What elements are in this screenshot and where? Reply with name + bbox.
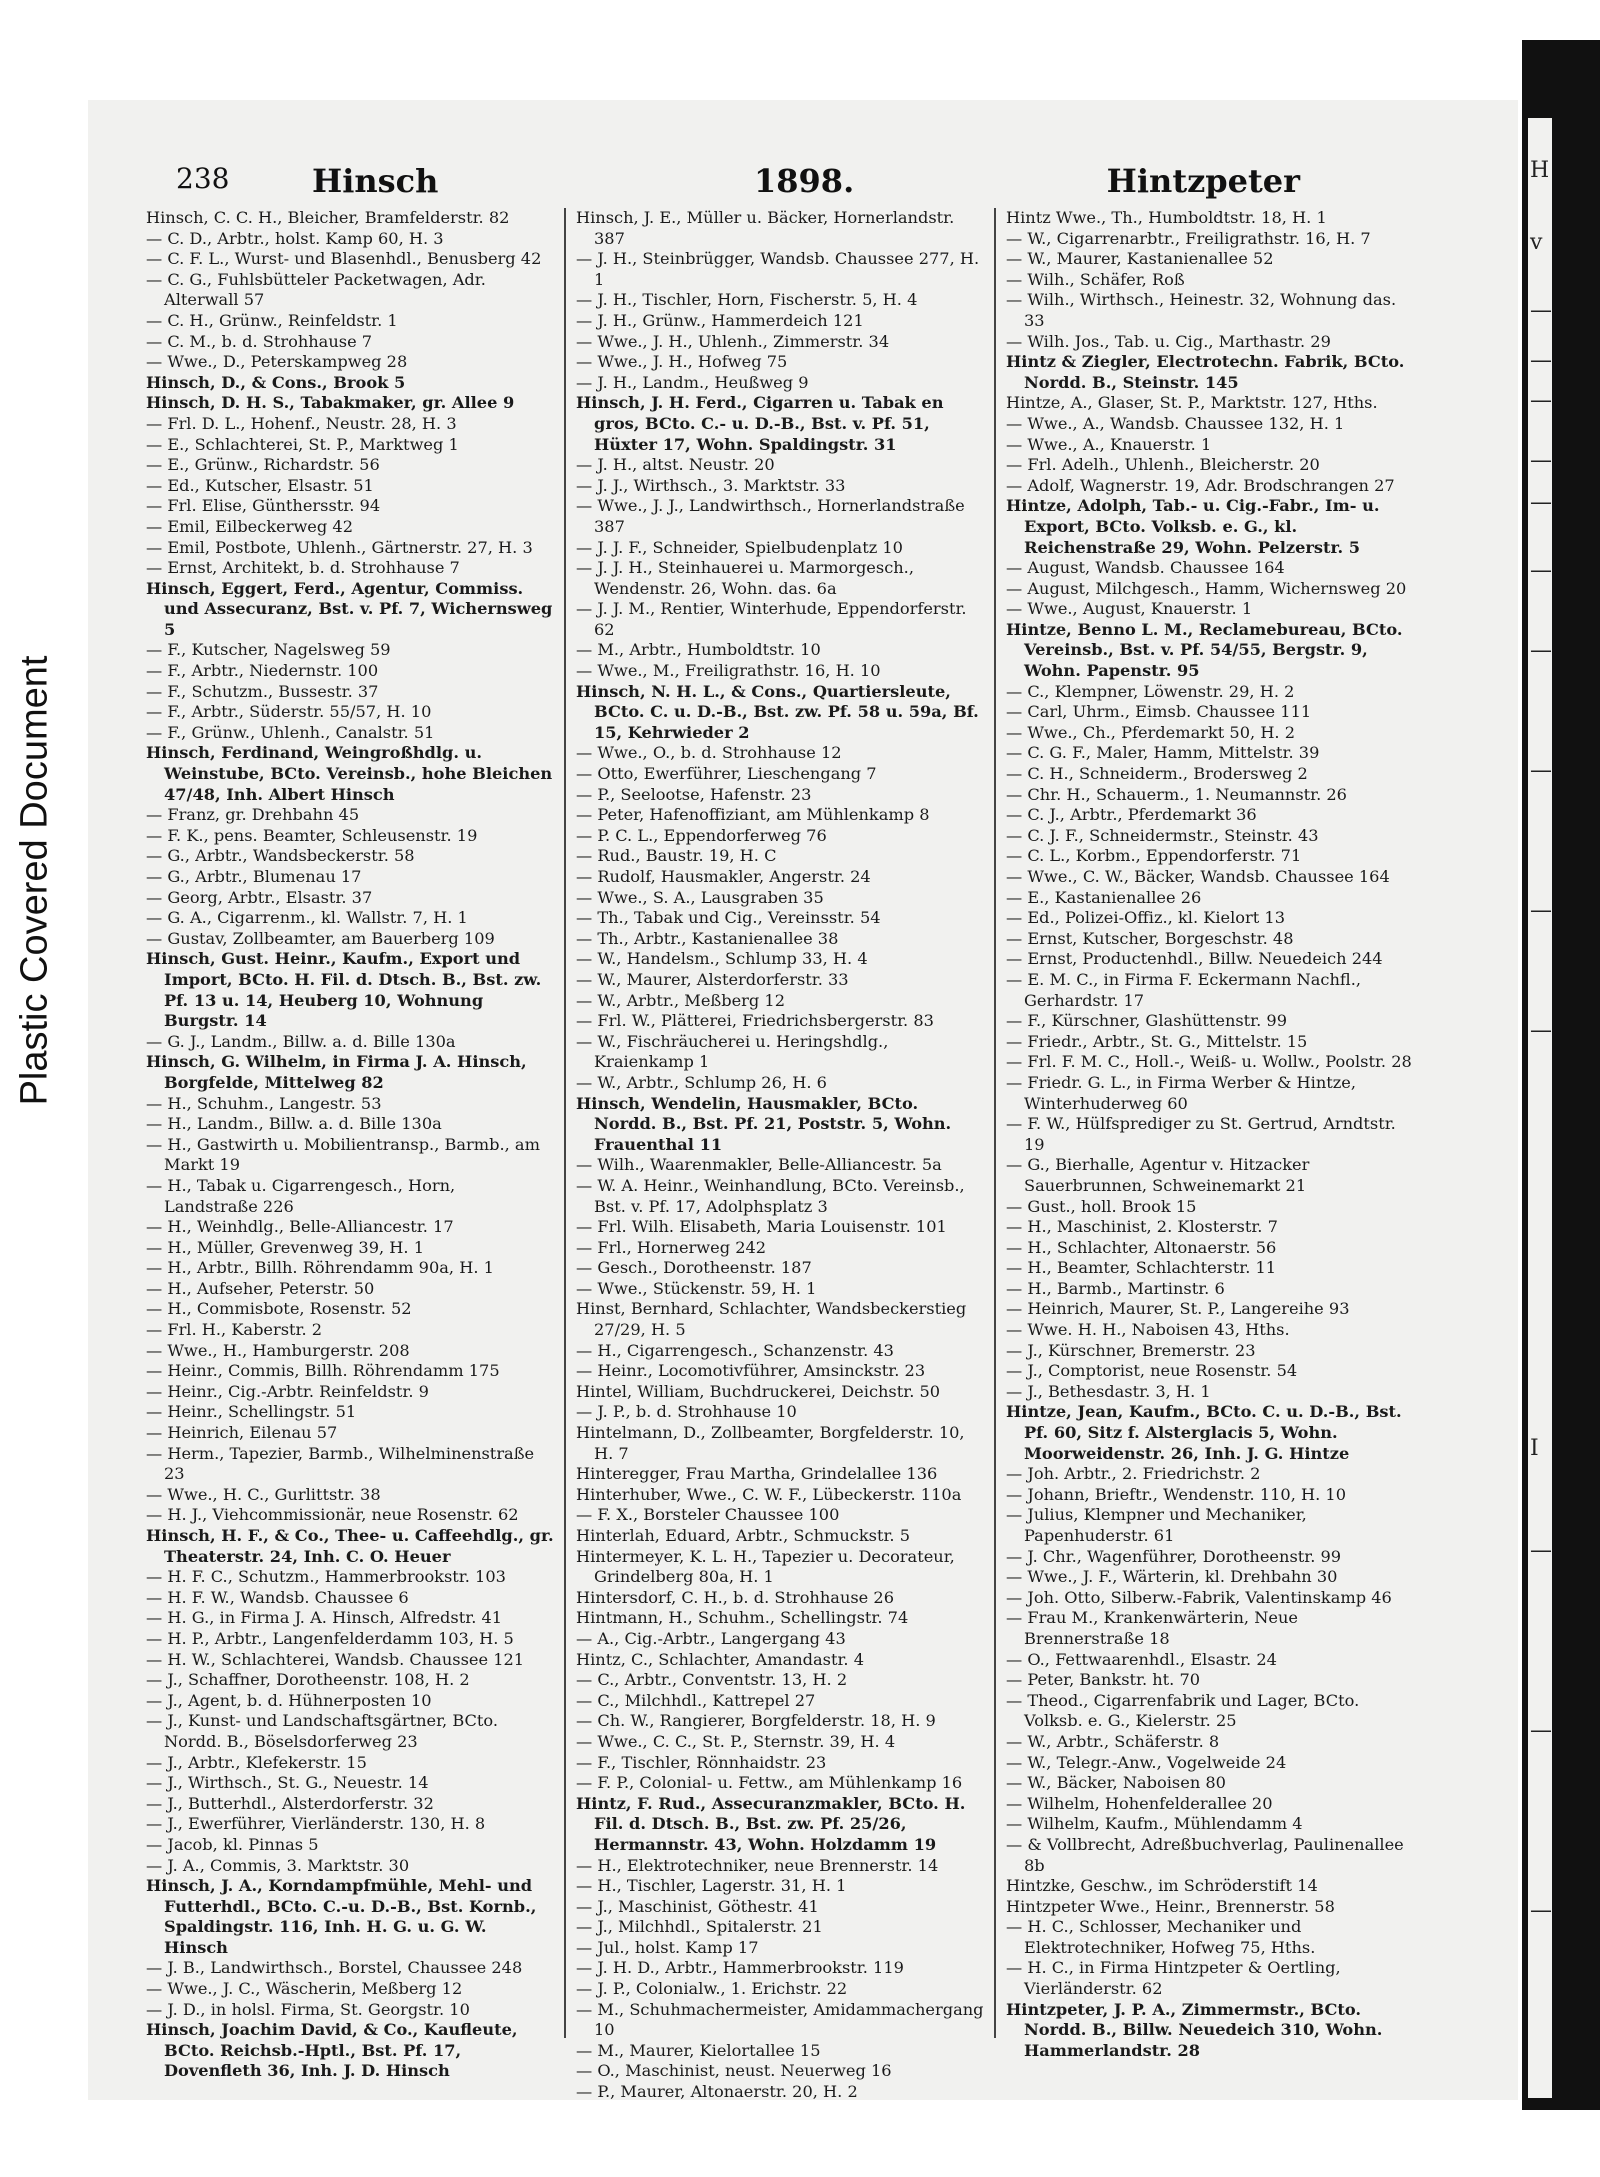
directory-entry: — Peter, Bankstr. ht. 70 [1006,1670,1201,1690]
directory-entry: — H. C., Schlosser, Mechaniker und Elektrotechniker, Hofweg 75, Hths. [1006,1917,1316,1957]
directory-entry: Hintermeyer, K. L. H., Tapezier u. Decorateur, Grindelberg 80a, H. 1 [576,1546,955,1587]
directory-entry: — J. H., Landm., Heußweg 9 [576,372,809,392]
directory-entry: — Wwe., J. C., Wäscherin, Meßberg 12 [146,1979,463,1999]
adjacent-page-fragment: — [1530,348,1552,373]
adjacent-page-fragment: — [1530,1538,1552,1563]
directory-entry: — Gust., holl. Brook 15 [1006,1196,1197,1216]
directory-entry: — F., Grünw., Uhlenh., Canalstr. 51 [146,722,435,742]
adjacent-page-fragment: I [1530,1436,1539,1461]
directory-entry: — H. F. W., Wandsb. Chaussee 6 [146,1587,409,1607]
directory-entry: — E., Grünw., Richardstr. 56 [146,455,380,475]
directory-entry: — Wilh., Waarenmakler, Belle-Alliancestr. 5a [576,1155,942,1175]
directory-entry: — J. H., Tischler, Horn, Fischerstr. 5, H. 4 [576,290,918,310]
directory-entry: — F. K., pens. Beamter, Schleusenstr. 19 [146,825,478,845]
adjacent-page-fragment: — [1530,638,1552,663]
directory-entry: — Wwe., Ch., Pferdemarkt 50, H. 2 [1006,722,1296,742]
directory-entry: — Gesch., Dorotheenstr. 187 [576,1258,812,1278]
directory-entry: Hintze, Jean, Kaufm., BCto. C. u. D.-B., Bst. Pf. 60, Sitz f. Alsterglacis 5, Wohn. Moorweidenstr. 26, Inh. J. G. Hintze [1006,1402,1402,1463]
directory-entry: — H., Müller, Grevenweg 39, H. 1 [146,1237,425,1257]
directory-entry: — C. D., Arbtr., holst. Kamp 60, H. 3 [146,228,444,248]
directory-entry: — C. H., Schneiderm., Brodersweg 2 [1006,764,1308,784]
directory-entry: — C. H., Grünw., Reinfeldstr. 1 [146,310,398,330]
directory-entry: — Theod., Cigarrenfabrik und Lager, BCto. Volksb. e. G., Kielerstr. 25 [1006,1690,1360,1731]
directory-entry: — G., Arbtr., Wandsbeckerstr. 58 [146,846,415,866]
directory-entry: — Frl. D. L., Hohenf., Neustr. 28, H. 3 [146,413,457,433]
directory-entry: — C. L., Korbm., Eppendorferstr. 71 [1006,846,1302,866]
directory-entry: — Peter, Hafenoffiziant, am Mühlenkamp 8 [576,805,930,825]
directory-entry: — F. W., Hülfsprediger zu St. Gertrud, Arndtstr. 19 [1006,1114,1396,1154]
directory-entry: Hintzpeter, J. P. A., Zimmermstr., BCto. Nordd. B., Billw. Neuedeich 310, Wohn. Hammerlandstr. 28 [1006,1999,1383,2060]
directory-entry: — Wwe., O., b. d. Strohhause 12 [576,743,842,763]
directory-entry: Hinteregger, Frau Martha, Grindelallee 136 [576,1464,938,1484]
directory-entry: — J. P., Colonialw., 1. Erichstr. 22 [576,1979,848,1999]
directory-entry: — H. G., in Firma J. A. Hinsch, Alfredstr. 41 [146,1608,503,1628]
directory-entry: — Emil, Postbote, Uhlenh., Gärtnerstr. 27, H. 3 [146,537,533,557]
directory-entry: — Herm., Tapezier, Barmb., Wilhelminenstraße 23 [146,1443,535,1484]
directory-entry: — F. P., Colonial- u. Fettw., am Mühlenkamp 16 [576,1773,963,1793]
directory-entry: — O., Fettwaarenhdl., Elsastr. 24 [1006,1649,1277,1669]
directory-entry: — W., Telegr.-Anw., Vogelweide 24 [1006,1752,1287,1772]
directory-entry: — H., Elektrotechniker, neue Brennerstr. 14 [576,1855,939,1875]
directory-entry: — H., Cigarrengesch., Schanzenstr. 43 [576,1340,894,1360]
page-year: 1898. [754,162,855,200]
directory-entry: — Adolf, Wagnerstr. 19, Adr. Brodschrangen 27 [1006,475,1395,495]
page-number: 238 [176,162,230,195]
adjacent-page-fragment: — [1530,1718,1552,1743]
directory-entry: — E., Schlachterei, St. P., Marktweg 1 [146,434,459,454]
directory-entry: — F., Tischler, Rönnhaidstr. 23 [576,1752,827,1772]
directory-entry: — H. C., in Firma Hintzpeter & Oertling, Vierländerstr. 62 [1006,1958,1341,1999]
directory-entry: Hinsch, J. A., Korndampfmühle, Mehl- und Futterhdl., BCto. C.-u. D.-B., Bst. Kornb., Spaldingstr. 116, Inh. H. G. u. G. W. Hinsch [146,1876,537,1957]
directory-entry: — W., Maurer, Kastanienallee 52 [1006,249,1274,269]
directory-entry: — Wilh., Wirthsch., Heinestr. 32, Wohnung das. 33 [1006,290,1397,330]
directory-entry: — C., Arbtr., Conventstr. 13, H. 2 [576,1670,848,1690]
adjacent-page-fragment: — [1530,490,1552,515]
directory-entry: — F., Schutzm., Bussestr. 37 [146,681,379,701]
directory-entry: — Frl. H., Kaberstr. 2 [146,1320,323,1340]
adjacent-page-fragment: — [1530,758,1552,783]
directory-entry: Hinsch, Eggert, Ferd., Agentur, Commiss. und Assecuranz, Bst. v. Pf. 7, Wichernsweg 5 [146,578,553,639]
directory-entry: — G. J., Landm., Billw. a. d. Bille 130a [146,1031,456,1051]
directory-entry: — H., Maschinist, 2. Klosterstr. 7 [1006,1217,1278,1237]
directory-entry: — C. J., Arbtr., Pferdemarkt 36 [1006,805,1257,825]
directory-entry: — Heinrich, Maurer, St. P., Langereihe 93 [1006,1299,1350,1319]
directory-entry: — Otto, Ewerführer, Lieschengang 7 [576,764,877,784]
directory-entry: — J., Milchhdl., Spitalerstr. 21 [576,1917,823,1937]
directory-entry: — Gustav, Zollbeamter, am Bauerberg 109 [146,928,495,948]
adjacent-page-fragment: H [1530,158,1550,183]
directory-entry: — O., Maschinist, neust. Neuerweg 16 [576,2061,892,2081]
directory-entry: — F., Arbtr., Süderstr. 55/57, H. 10 [146,702,432,722]
directory-entry: Hinsch, N. H. L., & Cons., Quartiersleute, BCto. C. u. D.-B., Bst. zw. Pf. 58 u. 59a, Bf. 15, Kehrwieder 2 [576,681,979,742]
directory-entry: — Wilh. Jos., Tab. u. Cig., Marthastr. 29 [1006,331,1331,351]
directory-entry: — J., Kürschner, Bremerstr. 23 [1006,1340,1256,1360]
directory-entry: — Frau M., Krankenwärterin, Neue Brennerstraße 18 [1006,1608,1298,1648]
directory-entry: Hintze, Benno L. M., Reclamebureau, BCto. Vereinsb., Bst. v. Pf. 54/55, Bergstr. 9, Wohn. Papenstr. 95 [1006,619,1403,681]
directory-entry: — J., Kunst- und Landschaftsgärtner, BCto. Nordd. B., Böselsdorferweg 23 [146,1711,499,1751]
directory-entry: — W., Cigarrenarbtr., Freiligrathstr. 16, H. 7 [1006,228,1371,248]
directory-entry: — Wwe., C. W., Bäcker, Wandsb. Chaussee 164 [1006,867,1390,886]
directory-column-3 [1006,208,1414,2060]
directory-entry: Hintelmann, D., Zollbeamter, Borgfelderstr. 10, H. 7 [576,1423,965,1463]
directory-entry: — F. X., Borsteler Chaussee 100 [576,1505,840,1525]
directory-column-2 [576,208,984,2102]
directory-entry: — Wwe., J. J., Landwirthsch., Hornerlandstraße 387 [576,496,965,536]
directory-entry: — August, Milchgesch., Hamm, Wichernsweg 20 [1006,578,1407,598]
directory-entry: — W., Arbtr., Schlump 26, H. 6 [576,1072,827,1092]
adjacent-page-fragment: — [1530,448,1552,473]
directory-entry: — H. W., Schlachterei, Wandsb. Chaussee 121 [146,1649,525,1669]
directory-entry: — Frl., Hornerweg 242 [576,1237,767,1257]
directory-entry: Hintel, William, Buchdruckerei, Deichstr. 50 [576,1381,941,1401]
directory-entry: — H. J., Viehcommissionär, neue Rosenstr. 62 [146,1505,519,1525]
directory-entry: — C. J. F., Schneidermstr., Steinstr. 43 [1006,825,1319,845]
directory-entry: — Chr. H., Schauerm., 1. Neumannstr. 26 [1006,784,1347,804]
directory-entry: — F., Kürschner, Glashüttenstr. 99 [1006,1011,1288,1031]
directory-entry: — Ch. W., Rangierer, Borgfelderstr. 18, H. 9 [576,1711,936,1731]
directory-entry: — J. H., altst. Neustr. 20 [576,455,775,475]
directory-entry: Hinsch, H. F., & Co., Thee- u. Caffeehdlg., gr. Theaterstr. 24, Inh. C. O. Heuer [146,1526,554,1566]
directory-entry: — Ed., Polizei-Offiz., kl. Kielort 13 [1006,908,1285,928]
directory-entry: Hintzpeter Wwe., Heinr., Brennerstr. 58 [1006,1896,1335,1916]
directory-entry: — J. J. F., Schneider, Spielbudenplatz 10 [576,537,903,557]
column-divider [994,208,996,2038]
directory-entry: — Frl. W., Plätterei, Friedrichsbergerstr. 83 [576,1011,934,1031]
directory-entry: — Ed., Kutscher, Elsastr. 51 [146,475,374,495]
directory-entry: Hinsch, Wendelin, Hausmakler, BCto. Nordd. B., Bst. Pf. 21, Poststr. 5, Wohn. Frauenthal 11 [576,1093,952,1154]
directory-entry: — P., Maurer, Altonaerstr. 20, H. 2 [576,2082,858,2102]
directory-entry: — H., Weinhdlg., Belle-Alliancestr. 17 [146,1217,454,1237]
directory-entry: — P. C. L., Eppendorferweg 76 [576,825,827,845]
side-label-text: Plastic Covered Document [13,655,56,1105]
directory-entry: — J., Arbtr., Klefekerstr. 15 [146,1752,367,1772]
directory-entry: — F., Arbtr., Niedernstr. 100 [146,661,379,681]
directory-entry: — C. G., Fuhlsbütteler Packetwagen, Adr. Alterwall 57 [146,269,486,310]
directory-entry: Hinsch, Ferdinand, Weingroßhdlg. u. Weinstube, BCto. Vereinsb., hohe Bleichen 47/48, Inh. Albert Hinsch [146,743,553,804]
directory-entry: — Wwe., D., Peterskampweg 28 [146,352,408,372]
directory-entry: Hinst, Bernhard, Schlachter, Wandsbeckerstieg 27/29, H. 5 [576,1299,967,1340]
directory-entry: — Wwe., August, Knauerstr. 1 [1006,599,1253,619]
directory-entry: — J., Schaffner, Dorotheenstr. 108, H. 2 [146,1670,470,1690]
directory-entry: Hinsch, J. E., Müller u. Bäcker, Hornerlandstr. 387 [576,208,955,248]
directory-entry: — Wwe., H., Hamburgerstr. 208 [146,1340,410,1360]
directory-entry: Hintzke, Geschw., im Schröderstift 14 [1006,1876,1318,1896]
directory-entry: — Julius, Klempner und Mechaniker, Papenhuderstr. 61 [1006,1505,1307,1545]
directory-entry: — J. J. H., Steinhauerei u. Marmorgesch., Wendenstr. 26, Wohn. das. 6a [576,558,914,598]
directory-entry: — Heinr., Locomotivführer, Amsinckstr. 23 [576,1361,926,1381]
directory-entry: — Heinr., Schellingstr. 51 [146,1402,357,1422]
directory-entry: — J. D., in holsl. Firma, St. Georgstr. 10 [146,1999,470,2019]
directory-entry: Hinsch, G. Wilhelm, in Firma J. A. Hinsch, Borgfelde, Mittelweg 82 [146,1052,527,1092]
directory-entry: Hinsch, D. H. S., Tabakmaker, gr. Allee 9 [146,393,515,413]
adjacent-page-fragment: — [1530,898,1552,923]
directory-entry: — C. G. F., Maler, Hamm, Mittelstr. 39 [1006,743,1320,763]
directory-entry: — Wwe., A., Knauerstr. 1 [1006,434,1212,454]
directory-entry: — Th., Tabak und Cig., Vereinsstr. 54 [576,908,881,928]
directory-entry: — Rudolf, Hausmakler, Angerstr. 24 [576,867,871,886]
directory-entry: — H., Commisbote, Rosenstr. 52 [146,1299,412,1319]
directory-entry: — H., Landm., Billw. a. d. Bille 130a [146,1114,442,1134]
directory-entry: — H., Tabak u. Cigarrengesch., Horn, Landstraße 226 [146,1175,456,1216]
adjacent-page-fragment: — [1530,558,1552,583]
directory-entry: Hinsch, D., & Cons., Brook 5 [146,372,406,392]
adjacent-page-fragment: — [1530,1898,1552,1923]
directory-entry: — Wwe., Stückenstr. 59, H. 1 [576,1278,817,1298]
directory-entry: Hintze, Adolph, Tab.- u. Cig.-Fabr., Im- u. Export, BCto. Volksb. e. G., kl. Reichenstraße 29, Wohn. Pelzerstr. 5 [1006,496,1380,557]
directory-entry: — W., Fischräucherei u. Heringshdlg., Kraienkamp 1 [576,1031,889,1072]
directory-entry: — Ernst, Architekt, b. d. Strohhause 7 [146,558,460,578]
directory-entry: — H., Arbtr., Billh. Röhrendamm 90a, H. 1 [146,1258,494,1278]
directory-entry: — H. F. C., Schutzm., Hammerbrookstr. 103 [146,1567,506,1587]
directory-entry: — Wwe. H. H., Naboisen 43, Hths. [1006,1320,1290,1340]
directory-entry: Hinterlah, Eduard, Arbtr., Schmuckstr. 5 [576,1526,911,1545]
directory-entry: — H., Gastwirth u. Mobilientransp., Barmb., am Markt 19 [146,1134,540,1175]
directory-entry: Hinsch, J. H. Ferd., Cigarren u. Tabak en gros, BCto. C.- u. D.-B., Bst. v. Pf. 51, Hüxter 17, Wohn. Spaldingstr. 31 [576,393,944,454]
directory-entry: — H. P., Arbtr., Langenfelderdamm 103, H. 5 [146,1628,514,1648]
directory-entry: Hintz & Ziegler, Electrotechn. Fabrik, BCto. Nordd. B., Steinstr. 145 [1006,352,1405,392]
directory-entry: — J. A., Commis, 3. Marktstr. 30 [146,1855,410,1875]
directory-entry: — W., Bäcker, Naboisen 80 [1006,1773,1226,1793]
directory-entry: — G., Bierhalle, Agentur v. Hitzacker Sauerbrunnen, Schweinemarkt 21 [1006,1155,1310,1195]
directory-entry: — Georg, Arbtr., Elsastr. 37 [146,887,373,907]
directory-entry: — Frl. Wilh. Elisabeth, Maria Louisenstr. 101 [576,1217,947,1237]
directory-entry: — Frl. Adelh., Uhlenh., Bleicherstr. 20 [1006,455,1320,475]
directory-entry: — Rud., Baustr. 19, H. C [576,846,777,866]
directory-entry: — J., Butterhdl., Alsterdorferstr. 32 [146,1793,434,1813]
adjacent-page-edge [1528,118,1552,2098]
adjacent-page-fragment: — [1530,1018,1552,1043]
directory-entry: — Wilhelm, Hohenfelderallee 20 [1006,1793,1273,1813]
directory-entry: — J., Bethesdastr. 3, H. 1 [1006,1381,1211,1401]
adjacent-page-fragment: v [1530,230,1543,255]
directory-entry: Hintz, F. Rud., Assecuranzmakler, BCto. H. Fil. d. Dtsch. B., Bst. zw. Pf. 25/26, Hermannstr. 43, Wohn. Holzdamm 19 [576,1793,966,1854]
directory-entry: Hinsch, Gust. Heinr., Kaufm., Export und Import, BCto. H. Fil. d. Dtsch. B., Bst. zw. Pf. 13 u. 14, Heuberg 10, Wohnung Burgstr. 14 [146,949,542,1031]
directory-entry: — Johann, Brieftr., Wendenstr. 110, H. 10 [1006,1484,1347,1504]
directory-entry: — J. H., Grünw., Hammerdeich 121 [576,310,864,330]
directory-entry: — G. A., Cigarrenm., kl. Wallstr. 7, H. 1 [146,908,468,928]
directory-entry: — P., Seelootse, Hafenstr. 23 [576,784,812,804]
directory-entry: — C. F. L., Wurst- und Blasenhdl., Benusberg 42 [146,249,542,269]
directory-entry: — Wwe., A., Wandsb. Chaussee 132, H. 1 [1006,413,1345,433]
directory-entry: — Wilh., Schäfer, Roß [1006,269,1185,289]
directory-entry: — Wwe., S. A., Lausgraben 35 [576,887,824,907]
directory-entry: — W., Arbtr., Meßberg 12 [576,990,786,1010]
adjacent-page-fragment: — [1530,388,1552,413]
directory-entry: — August, Wandsb. Chaussee 164 [1006,558,1285,578]
directory-entry: — Friedr. G. L., in Firma Werber & Hintze, Winterhuderweg 60 [1006,1072,1357,1113]
directory-entry: — J. P., b. d. Strohhause 10 [576,1402,797,1422]
directory-entry: — Heinr., Commis, Billh. Röhrendamm 175 [146,1361,500,1381]
directory-entry: — Frl. Elise, Günthersstr. 94 [146,496,381,516]
directory-entry: — H., Tischler, Lagerstr. 31, H. 1 [576,1876,847,1896]
directory-entry: — H., Beamter, Schlachterstr. 11 [1006,1258,1277,1278]
directory-entry: — Ernst, Kutscher, Borgeschstr. 48 [1006,928,1294,948]
directory-entry: Hintze, A., Glaser, St. P., Marktstr. 127, Hths. [1006,393,1378,413]
directory-entry: — W., Handelsm., Schlump 33, H. 4 [576,949,868,969]
directory-entry: — J. H. D., Arbtr., Hammerbrookstr. 119 [576,1958,904,1978]
directory-entry: — Heinrich, Eilenau 57 [146,1423,338,1443]
directory-entry: — H., Schuhm., Langestr. 53 [146,1093,382,1113]
directory-entry: — Carl, Uhrm., Eimsb. Chaussee 111 [1006,702,1312,722]
directory-entry: — Ernst, Productenhdl., Billw. Neuedeich 244 [1006,949,1383,969]
directory-entry: — W. A. Heinr., Weinhandlung, BCto. Vereinsb., Bst. v. Pf. 17, Adolphsplatz 3 [576,1175,965,1216]
directory-entry: — J., Wirthsch., St. G., Neuestr. 14 [146,1773,429,1793]
directory-entry: — J., Comptorist, neue Rosenstr. 54 [1006,1361,1298,1381]
directory-entry: Hintz Wwe., Th., Humboldtstr. 18, H. 1 [1006,208,1327,227]
directory-entry: — J. Chr., Wagenführer, Dorotheenstr. 99 [1006,1546,1342,1566]
directory-entry: Hinsch, C. C. H., Bleicher, Bramfelderstr. 82 [146,208,510,227]
directory-entry: — M., Maurer, Kielortallee 15 [576,2040,821,2060]
directory-entry: — Wwe., J. H., Hofweg 75 [576,352,788,372]
directory-entry: — Joh. Arbtr., 2. Friedrichstr. 2 [1006,1464,1261,1484]
directory-entry: — Jul., holst. Kamp 17 [576,1937,759,1957]
directory-entry: — W., Maurer, Alsterdorferstr. 33 [576,969,849,989]
directory-entry: — M., Schuhmachermeister, Amidammachergang 10 [576,1999,984,2040]
directory-entry: — C., Milchhdl., Kattrepel 27 [576,1690,816,1710]
directory-entry: Hinsch, Joachim David, & Co., Kaufleute, BCto. Reichsb.-Hptl., Bst. Pf. 17, Dovenfleth 36, Inh. J. D. Hinsch [146,2020,518,2081]
directory-entry: Hinterhuber, Wwe., C. W. F., Lübeckerstr. 110a [576,1484,962,1504]
directory-entry: — F., Kutscher, Nagelsweg 59 [146,640,391,660]
left-running-head: Hinsch [312,162,439,200]
page-header [176,162,1300,202]
directory-entry: — Wilhelm, Kaufm., Mühlendamm 4 [1006,1814,1303,1834]
directory-entry: — Wwe., J. H., Uhlenh., Zimmerstr. 34 [576,331,890,351]
directory-entry: — Jacob, kl. Pinnas 5 [146,1834,319,1854]
document-side-label [0,560,70,1200]
directory-entry: — Wwe., H. C., Gurlittstr. 38 [146,1484,381,1504]
directory-entry: — J. B., Landwirthsch., Borstel, Chaussee 248 [146,1958,523,1978]
directory-entry: — & Vollbrecht, Adreßbuchverlag, Paulinenallee 8b [1006,1834,1404,1875]
directory-entry: — H., Aufseher, Peterstr. 50 [146,1278,375,1298]
directory-entry: Hintmann, H., Schuhm., Schellingstr. 74 [576,1608,909,1628]
directory-entry: — J. H., Steinbrügger, Wandsb. Chaussee 277, H. 1 [576,249,980,289]
directory-entry: Hintersdorf, C. H., b. d. Strohhause 26 [576,1587,894,1607]
directory-entry: — Th., Arbtr., Kastanienallee 38 [576,928,839,948]
directory-entry: — Wwe., C. C., St. P., Sternstr. 39, H. 4 [576,1731,896,1751]
directory-entry: — A., Cig.-Arbtr., Langergang 43 [576,1628,846,1648]
directory-entry: — M., Arbtr., Humboldtstr. 10 [576,640,821,660]
directory-entry: — J., Agent, b. d. Hühnerposten 10 [146,1690,432,1710]
directory-entry: — C., Klempner, Löwenstr. 29, H. 2 [1006,681,1295,701]
directory-entry: — J., Ewerführer, Vierländerstr. 130, H. 8 [146,1814,486,1834]
directory-entry: — W., Arbtr., Schäferstr. 8 [1006,1731,1220,1751]
directory-entry: — Franz, gr. Drehbahn 45 [146,805,360,825]
directory-entry: — Heinr., Cig.-Arbtr. Reinfeldstr. 9 [146,1381,429,1401]
directory-entry: — Emil, Eilbeckerweg 42 [146,516,353,536]
directory-entry: — J. J. M., Rentier, Winterhude, Eppendorferstr. 62 [576,599,967,639]
directory-entry: — E. M. C., in Firma F. Eckermann Nachfl., Gerhardstr. 17 [1006,969,1361,1010]
directory-entry: — H., Barmb., Martinstr. 6 [1006,1278,1225,1298]
column-divider [564,208,566,2038]
right-running-head: Hintzpeter [1106,162,1300,200]
directory-entry: — Joh. Otto, Silberw.-Fabrik, Valentinskamp 46 [1006,1587,1392,1607]
directory-entry: Hintz, C., Schlachter, Amandastr. 4 [576,1649,865,1669]
directory-entry: — Wwe., M., Freiligrathstr. 16, H. 10 [576,661,881,681]
directory-entry: — C. M., b. d. Strohhause 7 [146,331,373,351]
directory-entry: — G., Arbtr., Blumenau 17 [146,867,362,886]
directory-entry: — J., Maschinist, Göthestr. 41 [576,1896,819,1916]
directory-entry: — H., Schlachter, Altonaerstr. 56 [1006,1237,1277,1257]
directory-column-1 [146,208,554,2081]
directory-entry: — E., Kastanienallee 26 [1006,887,1202,907]
directory-entry: — J. J., Wirthsch., 3. Marktstr. 33 [576,475,846,495]
directory-entry: — Frl. F. M. C., Holl.-, Weiß- u. Wollw., Poolstr. 28 [1006,1052,1412,1072]
directory-entry: — Friedr., Arbtr., St. G., Mittelstr. 15 [1006,1031,1308,1051]
directory-entry: — Wwe., J. F., Wärterin, kl. Drehbahn 30 [1006,1567,1338,1587]
adjacent-page-fragment: — [1530,298,1552,323]
